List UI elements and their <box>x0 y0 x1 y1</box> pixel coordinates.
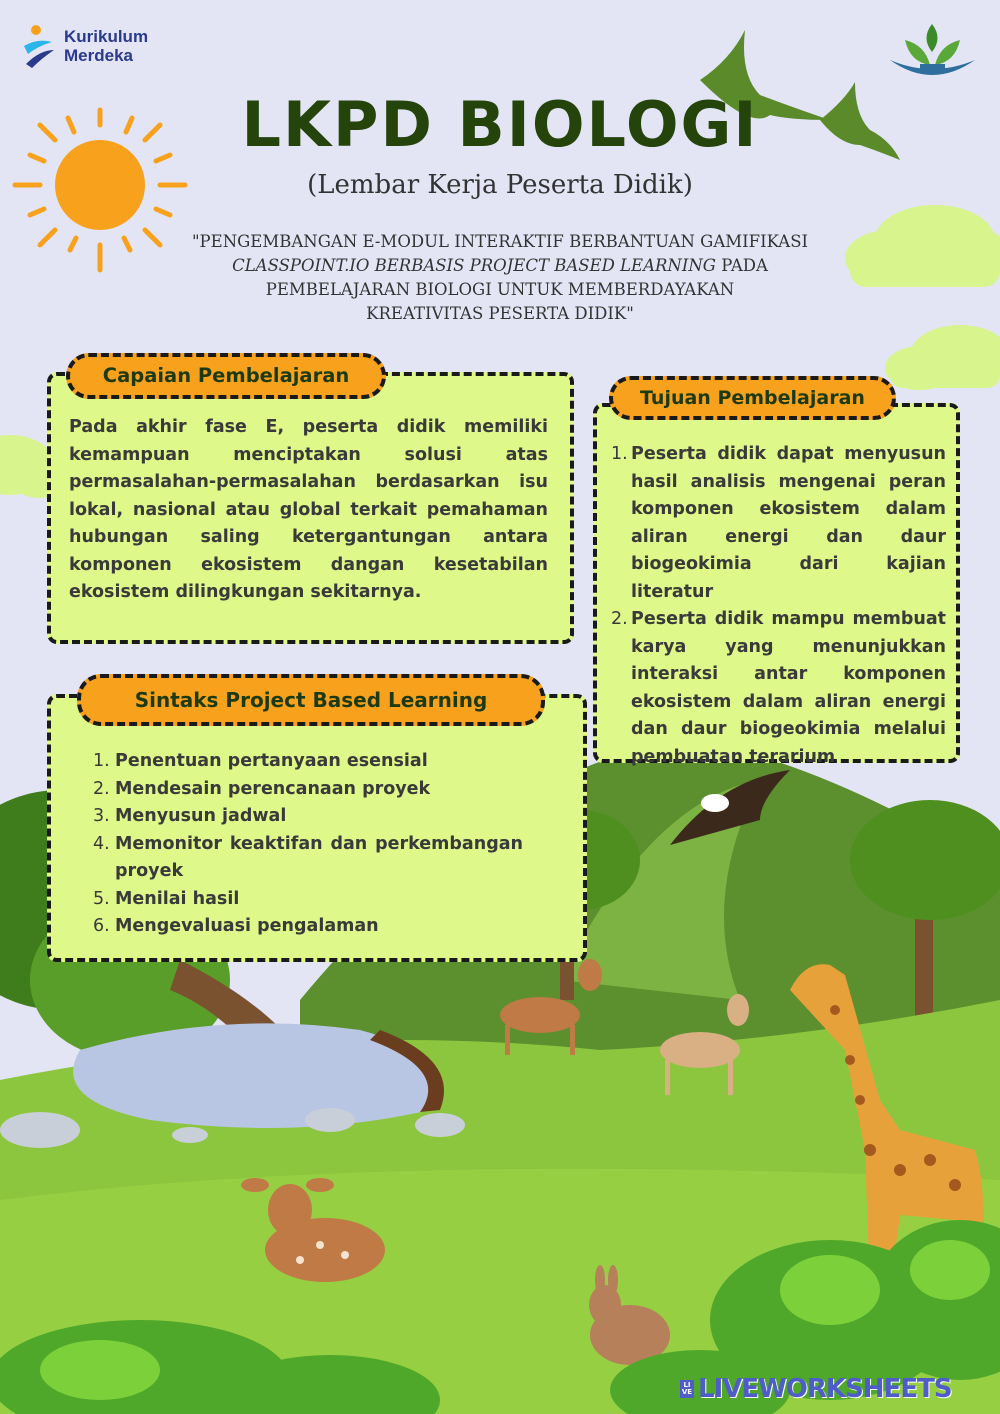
capaian-box <box>47 372 574 644</box>
list-item <box>93 776 523 804</box>
tujuan-label: Tujuan Pembelajaran <box>609 376 896 420</box>
project-title-line-1: "PENGEMBANGAN E-MODUL INTERAKTIF BERBANTUAN GAMIFIKASI <box>191 232 809 251</box>
list-item-text: Memonitor keaktifan dan perkembangan proyek <box>115 833 523 881</box>
tujuan-list <box>611 441 946 771</box>
capaian-text: Pada akhir fase E, peserta didik memiliki kemampuan menciptakan solusi atas permasalahan-permasalahan berdasarkan isu lokal, nasional atau global terkait pemahaman hubungan saling ketergantungan antara komponen ekosistem dangan kesetabilan ekosistem dilingkungan sekitarnya. <box>69 417 548 602</box>
list-item <box>611 606 946 771</box>
project-title-line-2 <box>150 254 850 278</box>
list-item-number: 5. <box>93 888 110 909</box>
list-item-number: 2. <box>93 778 110 799</box>
list-item <box>93 886 523 914</box>
watermark-text: LIVEWORKSHEETS <box>698 1374 952 1404</box>
sintaks-list <box>93 748 523 941</box>
cloud-right-mid <box>885 325 1000 390</box>
list-item <box>93 803 523 831</box>
list-item <box>93 913 523 941</box>
kurikulum-merdeka-logo <box>22 24 148 68</box>
sintaks-label: Sintaks Project Based Learning <box>77 674 545 726</box>
list-item-number: 4. <box>93 833 110 854</box>
list-item <box>93 748 523 776</box>
list-item-text: Peserta didik mampu membuat karya yang menunjukkan interaksi antar komponen ekosistem dalam aliran energi dan daur biogeokimia melalui pembuatan terarium <box>631 609 946 767</box>
project-title-line-2-rest: PADA <box>715 256 768 275</box>
logo-line-1: Kurikulum <box>64 27 149 46</box>
list-item-text: Peserta didik dapat menyusun hasil analisis mengenai peran komponen ekosistem dalam aliran energi dan daur biogeokimia dari kajian literatur <box>631 444 946 602</box>
sintaks-box <box>47 694 587 962</box>
page-subtitle: (Lembar Kerja Peserta Didik) <box>307 170 693 200</box>
list-item-text: Mendesain perencanaan proyek <box>115 778 431 799</box>
live-badge: LIVE <box>681 1381 693 1396</box>
project-title-line-3: PEMBELAJARAN BIOLOGI UNTUK MEMBERDAYAKAN <box>265 280 735 299</box>
list-item-text: Menyusun jadwal <box>115 806 287 826</box>
list-item-number: 1. <box>611 444 628 464</box>
school-emblem-icon <box>885 20 980 80</box>
project-title-italic: CLASSPOINT.IO BERBASIS PROJECT BASED LEARNING <box>232 256 716 275</box>
liveworksheets-watermark[interactable] <box>680 1374 952 1404</box>
list-item <box>93 831 523 886</box>
capaian-label: Capaian Pembelajaran <box>66 353 386 399</box>
list-item-number: 2. <box>611 609 628 629</box>
list-item-number: 6. <box>93 916 110 936</box>
cloud-right-top <box>845 205 1000 287</box>
project-title-line-4: KREATIVITAS PESERTA DIDIK" <box>366 304 634 323</box>
list-item <box>611 441 946 606</box>
list-item-text: Mengevaluasi pengalaman <box>115 916 379 936</box>
logo-line-2: Merdeka <box>64 46 133 65</box>
list-item-number: 1. <box>93 751 110 771</box>
list-item-number: 3. <box>93 806 110 826</box>
page-title: LKPD BIOLOGI <box>241 88 759 161</box>
list-item-text: Menilai hasil <box>115 888 240 909</box>
kurikulum-logo-icon <box>22 24 56 68</box>
list-item-text: Penentuan pertanyaan esensial <box>115 751 428 771</box>
tujuan-box <box>593 403 960 767</box>
project-title <box>150 230 850 326</box>
